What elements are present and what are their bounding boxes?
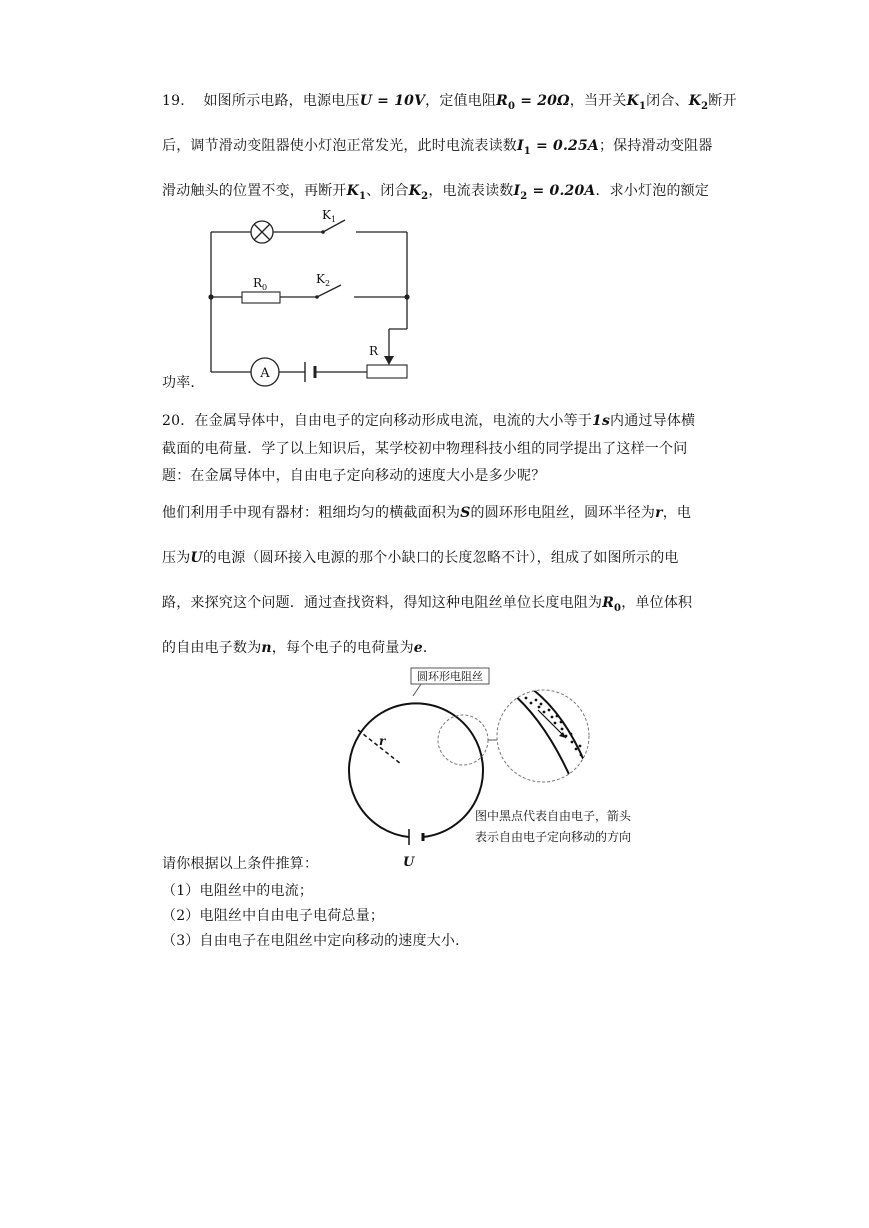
q20-line-6 — [162, 592, 692, 614]
junction-dot — [208, 294, 213, 299]
math-n: n — [261, 640, 272, 656]
q20-line-7 — [162, 637, 437, 657]
math-1s: 1s — [592, 413, 611, 429]
wiper-arrow-icon — [384, 356, 394, 365]
math-U: U — [190, 550, 203, 566]
resistor-r0 — [242, 292, 280, 303]
text: ． — [422, 640, 438, 656]
q19-line-3 — [162, 180, 709, 202]
text: ，每个电子的电荷量为 — [271, 640, 414, 656]
text: 内通过导体横 — [610, 413, 696, 429]
q20-item-3: （3）自由电子在电阻丝中定向移动的速度大小． — [162, 933, 470, 949]
math-I2: $I_2 = 0.20A$ — [513, 183, 596, 202]
math-K2: $K_2$ — [688, 93, 709, 112]
switch-contact — [315, 295, 319, 299]
text: 压为 — [162, 550, 191, 566]
text: 如图所示电路，电源电压 — [203, 93, 360, 109]
q20-item-2: （2）电阻丝中自由电子电荷总量； — [162, 908, 385, 924]
text: 滑动触头的位置不变，再断开 — [162, 183, 347, 199]
math-K1: $K_1$ — [346, 183, 367, 202]
lamp-icon — [251, 221, 273, 243]
source-label: U — [403, 855, 415, 870]
math-e: e — [413, 640, 423, 656]
math-R0: $R_0 = 20\Omega$ — [496, 93, 570, 112]
q20-prompt: 请你根据以上条件推算： — [162, 856, 319, 872]
text: ，单位体积 — [621, 595, 693, 611]
ring-wire — [349, 703, 483, 837]
text: 20．在金属导体中，自由电子的定向移动形成电流，电流的大小等于 — [162, 413, 593, 429]
text: ，电 — [662, 505, 692, 521]
note-line-1: 图中黑点代表自由电子，箭头 — [475, 809, 632, 823]
q20-item-1: （1）电阻丝中的电流； — [162, 883, 314, 899]
math-K1: $K_1$ — [626, 93, 647, 112]
note-line-2: 表示自由电子定向移动的方向 — [475, 830, 632, 844]
text: 的自由电子数为 — [162, 640, 262, 656]
switch-contact — [321, 230, 325, 234]
text: 的圆环形电阻丝，圆环半径为 — [470, 505, 656, 521]
label-r: R — [369, 344, 379, 358]
label-r0: $R_0$ — [253, 276, 268, 292]
label-k1: $K_1$ — [322, 208, 337, 224]
text: 他们利用手中现有器材：粗细均匀的横截面积为 — [162, 505, 461, 521]
battery-icon — [305, 362, 315, 382]
text: ，当开关 — [569, 93, 627, 109]
wire-label: 圆环形电阻丝 — [417, 670, 483, 683]
ring-resistor-figure — [325, 666, 665, 874]
math-S: S — [460, 505, 471, 521]
q20-line-1 — [162, 410, 695, 430]
q19-number: 19. — [162, 93, 185, 109]
math-I1: $I_1 = 0.25A$ — [517, 138, 599, 157]
math-R0: $R_0$ — [602, 595, 622, 614]
radius-label: r — [379, 734, 386, 748]
q19-line-2 — [162, 135, 713, 157]
math-K2: $K_2$ — [408, 183, 429, 202]
label-k2: $K_2$ — [316, 272, 331, 288]
q20-line-4 — [162, 502, 691, 522]
text: ．求小灯泡的额定 — [595, 183, 710, 199]
text: ；保持滑动变阻器 — [598, 138, 713, 154]
battery-icon — [409, 829, 423, 845]
math-U: U = 10V — [359, 93, 426, 109]
text: 的电源（圆环接入电源的那个小缺口的长度忽略不计），组成了如图所示的电 — [202, 550, 679, 566]
q20-line-3: 题：在金属导体中，自由电子定向移动的速度大小是多少呢？ — [162, 468, 546, 484]
q19-line-4: 功率． — [162, 375, 205, 391]
q20-line-5 — [162, 547, 679, 567]
text: 断开 — [708, 93, 737, 109]
ammeter-label: A — [260, 366, 270, 381]
junction-dot — [404, 294, 409, 299]
text: 闭合、 — [646, 93, 689, 109]
text: 路，来探究这个问题．通过查找资料，得知这种电阻丝单位长度电阻为 — [162, 595, 603, 611]
text: 、闭合 — [366, 183, 409, 199]
q19-line-1 — [162, 90, 737, 112]
q20-line-2: 截面的电荷量．学了以上知识后，某学校初中物理科技小组的同学提出了这样一个问 — [162, 441, 688, 457]
circuit-diagram — [195, 205, 425, 390]
text: 后，调节滑动变阻器使小灯泡正常发光，此时电流表读数 — [162, 138, 517, 154]
math-r: r — [655, 505, 663, 521]
text: ，定值电阻 — [425, 93, 497, 109]
text: ，电流表读数 — [428, 183, 514, 199]
